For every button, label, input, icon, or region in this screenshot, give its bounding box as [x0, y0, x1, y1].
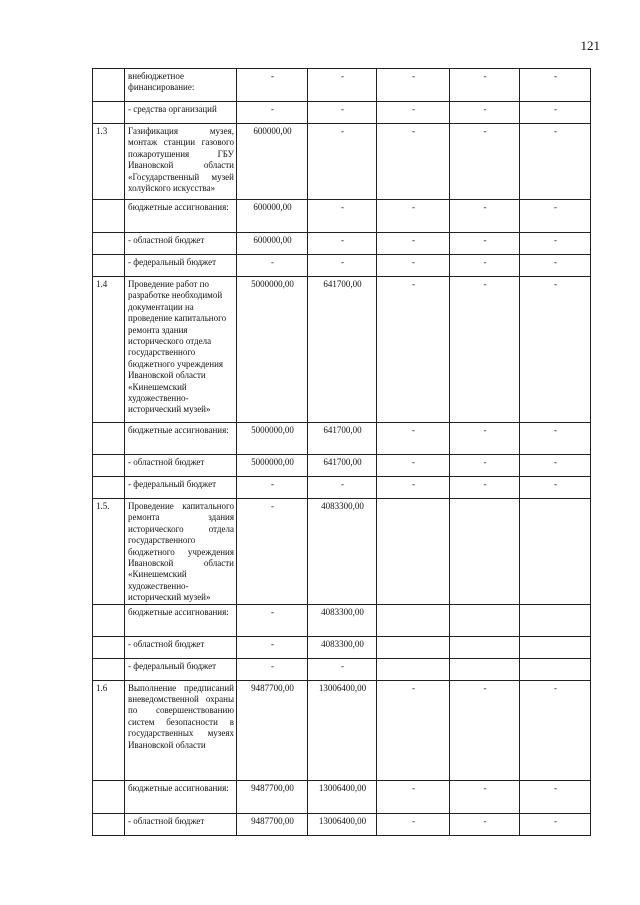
amount-cell-year-2: -: [308, 255, 377, 277]
amount-cell-year-3: -: [377, 423, 450, 455]
description-cell: Проведение капитального ремонта здания исторического отдела государственного бюджетного учреждения Ивановской области «Кинешемский художественно-исторический музей»: [125, 499, 237, 605]
amount-cell-year-4: -: [450, 423, 520, 455]
amount-cell-year-1: -: [237, 102, 308, 124]
description-cell: бюджетные ассигнования:: [125, 423, 237, 455]
amount-cell-year-5: -: [520, 255, 591, 277]
description-cell: - федеральный бюджет: [125, 658, 237, 680]
amount-cell-year-1: 5000000,00: [237, 455, 308, 477]
item-number-cell: [93, 780, 125, 813]
amount-cell-year-2: -: [308, 124, 377, 200]
amount-cell-year-2: 13006400,00: [308, 813, 377, 835]
table-row: [93, 658, 591, 680]
table-row: [93, 680, 591, 780]
description-cell: - средства организаций: [125, 102, 237, 124]
amount-cell-year-3: [377, 499, 450, 605]
description-cell: - областной бюджет: [125, 636, 237, 658]
item-number-cell: 1.4: [93, 277, 125, 423]
amount-cell-year-3: -: [377, 780, 450, 813]
amount-cell-year-2: 13006400,00: [308, 680, 377, 780]
amount-cell-year-1: -: [237, 499, 308, 605]
amount-cell-year-5: -: [520, 200, 591, 233]
item-number-cell: 1.3: [93, 124, 125, 200]
item-number-cell: [93, 423, 125, 455]
amount-cell-year-5: [520, 658, 591, 680]
amount-cell-year-2: 641700,00: [308, 277, 377, 423]
amount-cell-year-3: -: [377, 233, 450, 255]
item-number-cell: [93, 658, 125, 680]
amount-cell-year-1: -: [237, 69, 308, 102]
item-number-cell: [93, 102, 125, 124]
amount-cell-year-5: -: [520, 813, 591, 835]
amount-cell-year-5: [520, 499, 591, 605]
amount-cell-year-1: 5000000,00: [237, 423, 308, 455]
amount-cell-year-1: -: [237, 255, 308, 277]
table-row: [93, 477, 591, 499]
amount-cell-year-3: -: [377, 455, 450, 477]
amount-cell-year-2: -: [308, 69, 377, 102]
amount-cell-year-5: -: [520, 69, 591, 102]
amount-cell-year-4: [450, 604, 520, 636]
item-number-cell: [93, 233, 125, 255]
amount-cell-year-1: 600000,00: [237, 124, 308, 200]
table-row: [93, 423, 591, 455]
table-row: [93, 636, 591, 658]
amount-cell-year-3: -: [377, 477, 450, 499]
amount-cell-year-4: -: [450, 233, 520, 255]
table-row: [93, 277, 591, 423]
amount-cell-year-1: 5000000,00: [237, 277, 308, 423]
table-row: [93, 255, 591, 277]
item-number-cell: [93, 455, 125, 477]
table-row: [93, 455, 591, 477]
description-cell: бюджетные ассигнования:: [125, 780, 237, 813]
amount-cell-year-2: -: [308, 102, 377, 124]
amount-cell-year-2: 4083300,00: [308, 604, 377, 636]
amount-cell-year-4: -: [450, 455, 520, 477]
amount-cell-year-1: -: [237, 658, 308, 680]
amount-cell-year-3: [377, 658, 450, 680]
amount-cell-year-3: -: [377, 813, 450, 835]
amount-cell-year-2: -: [308, 200, 377, 233]
amount-cell-year-4: -: [450, 255, 520, 277]
description-cell: - федеральный бюджет: [125, 477, 237, 499]
description-cell: бюджетные ассигнования:: [125, 200, 237, 233]
amount-cell-year-3: -: [377, 680, 450, 780]
amount-cell-year-4: [450, 636, 520, 658]
amount-cell-year-4: -: [450, 277, 520, 423]
item-number-cell: [93, 69, 125, 102]
amount-cell-year-4: -: [450, 102, 520, 124]
amount-cell-year-5: -: [520, 680, 591, 780]
amount-cell-year-2: 4083300,00: [308, 636, 377, 658]
table-row: [93, 499, 591, 605]
amount-cell-year-1: -: [237, 477, 308, 499]
description-cell: - областной бюджет: [125, 455, 237, 477]
amount-cell-year-5: [520, 636, 591, 658]
amount-cell-year-3: -: [377, 69, 450, 102]
amount-cell-year-1: -: [237, 604, 308, 636]
budget-table: [92, 68, 591, 836]
amount-cell-year-1: 9487700,00: [237, 780, 308, 813]
amount-cell-year-3: [377, 636, 450, 658]
amount-cell-year-5: -: [520, 477, 591, 499]
description-cell: внебюджетное финансирование:: [125, 69, 237, 102]
amount-cell-year-2: 641700,00: [308, 455, 377, 477]
item-number-cell: 1.5.: [93, 499, 125, 605]
table-row: [93, 233, 591, 255]
amount-cell-year-5: -: [520, 455, 591, 477]
table-row: [93, 813, 591, 835]
amount-cell-year-3: -: [377, 200, 450, 233]
amount-cell-year-1: -: [237, 636, 308, 658]
amount-cell-year-1: 9487700,00: [237, 680, 308, 780]
amount-cell-year-4: -: [450, 680, 520, 780]
amount-cell-year-5: [520, 604, 591, 636]
amount-cell-year-3: -: [377, 277, 450, 423]
description-cell: Проведение работ по разработке необходимой документации на проведение капитального ремонта здания исторического отдела государственного бюджетного учреждения Ивановской области «Кинешемский художественно-исторический музей»: [125, 277, 237, 423]
amount-cell-year-4: [450, 658, 520, 680]
amount-cell-year-4: -: [450, 477, 520, 499]
item-number-cell: [93, 200, 125, 233]
item-number-cell: [93, 255, 125, 277]
amount-cell-year-1: 600000,00: [237, 200, 308, 233]
amount-cell-year-5: -: [520, 124, 591, 200]
amount-cell-year-2: 4083300,00: [308, 499, 377, 605]
amount-cell-year-4: -: [450, 69, 520, 102]
description-cell: бюджетные ассигнования:: [125, 604, 237, 636]
table-row: [93, 780, 591, 813]
item-number-cell: [93, 477, 125, 499]
amount-cell-year-5: -: [520, 277, 591, 423]
item-number-cell: 1.6: [93, 680, 125, 780]
amount-cell-year-1: 600000,00: [237, 233, 308, 255]
page-number: 121: [580, 38, 600, 53]
amount-cell-year-3: [377, 604, 450, 636]
amount-cell-year-3: -: [377, 255, 450, 277]
amount-cell-year-2: -: [308, 477, 377, 499]
description-cell: Выполнение предписаний вневедомственной охраны по совершенствованию систем безопасности в государственных музеях Ивановской области: [125, 680, 237, 780]
amount-cell-year-4: -: [450, 200, 520, 233]
amount-cell-year-2: -: [308, 658, 377, 680]
amount-cell-year-5: -: [520, 423, 591, 455]
table-row: [93, 102, 591, 124]
description-cell: Газификация музея, монтаж станции газового пожаротушения ГБУ Ивановской области «Государственный музей холуйского искусства»: [125, 124, 237, 200]
amount-cell-year-3: -: [377, 124, 450, 200]
amount-cell-year-4: -: [450, 124, 520, 200]
table-row: [93, 604, 591, 636]
amount-cell-year-2: 641700,00: [308, 423, 377, 455]
amount-cell-year-4: -: [450, 780, 520, 813]
amount-cell-year-4: [450, 499, 520, 605]
item-number-cell: [93, 813, 125, 835]
table-row: [93, 69, 591, 102]
description-cell: - федеральный бюджет: [125, 255, 237, 277]
amount-cell-year-5: -: [520, 233, 591, 255]
description-cell: - областной бюджет: [125, 813, 237, 835]
item-number-cell: [93, 636, 125, 658]
table-row: [93, 200, 591, 233]
amount-cell-year-3: -: [377, 102, 450, 124]
amount-cell-year-5: -: [520, 780, 591, 813]
table-row: [93, 124, 591, 200]
amount-cell-year-4: -: [450, 813, 520, 835]
item-number-cell: [93, 604, 125, 636]
amount-cell-year-5: -: [520, 102, 591, 124]
description-cell: - областной бюджет: [125, 233, 237, 255]
amount-cell-year-2: -: [308, 233, 377, 255]
amount-cell-year-1: 9487700,00: [237, 813, 308, 835]
amount-cell-year-2: 13006400,00: [308, 780, 377, 813]
